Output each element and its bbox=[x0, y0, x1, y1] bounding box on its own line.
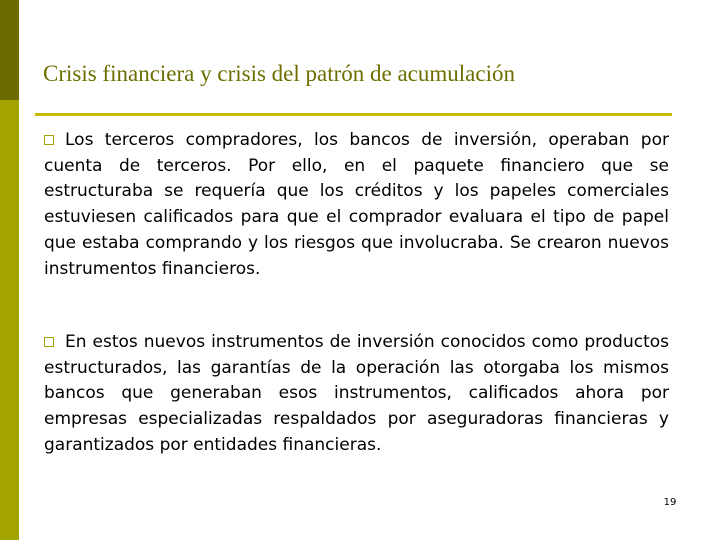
hollow-square-bullet-icon bbox=[44, 337, 54, 347]
sidebar-accent-bottom bbox=[0, 100, 19, 540]
bullet-paragraph-1-text: Los terceros compradores, los bancos de inversión, operaban por cuenta de terceros. Por ello, en el paquete financiero que se estructuraba se requería que los créditos y los papeles comerciales estuviesen calificados para que el comprador evaluara el tipo de papel que estaba comprando y los riesgos que involucraba. Se crearon nuevos instrumentos financieros. bbox=[44, 130, 669, 279]
bullet-paragraph-2-text: En estos nuevos instrumentos de inversión conocidos como productos estructurados, las garantías de la operación las otorgaba los mismos bancos que generaban esos instrumentos, calificados ahora por empresas especializadas respaldados por aseguradoras financieras y garantizados por entidades financieras. bbox=[44, 332, 669, 455]
page-number: 19 bbox=[663, 497, 677, 508]
hollow-square-bullet-icon bbox=[44, 135, 54, 145]
sidebar-accent-top bbox=[0, 0, 19, 100]
slide-title: Crisis financiera y crisis del patrón de acumulación bbox=[43, 61, 515, 86]
title-underline bbox=[35, 113, 672, 116]
bullet-paragraph-1 bbox=[44, 128, 669, 282]
bullet-paragraph-2 bbox=[44, 330, 669, 459]
